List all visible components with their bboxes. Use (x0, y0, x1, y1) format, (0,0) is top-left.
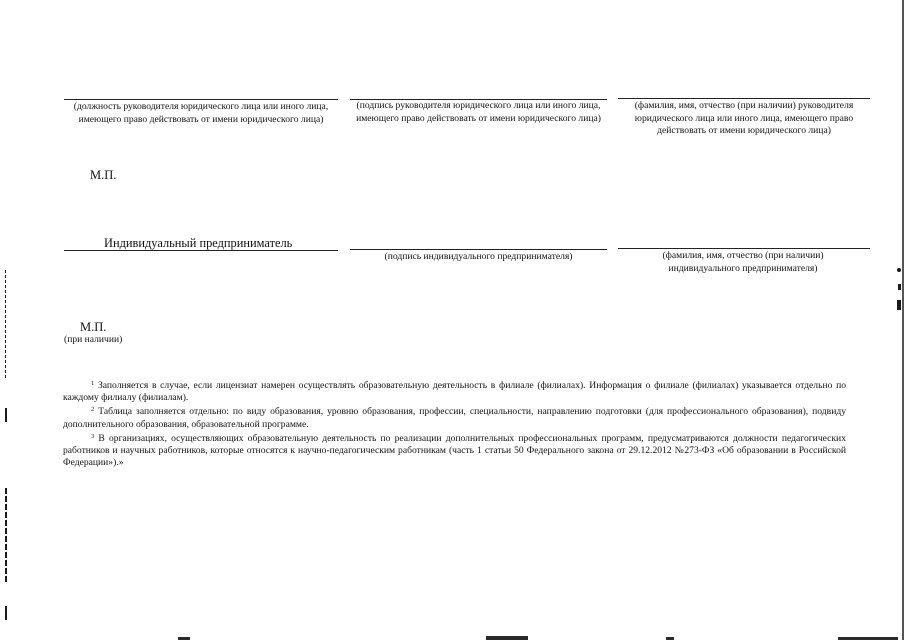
head-name-line (618, 98, 870, 99)
footnote-1-mark: 1 (91, 380, 95, 387)
ie-stamp-note: (при наличии) (64, 334, 123, 345)
footnote-2 (63, 404, 846, 430)
ie-signature-caption: (подпись индивидуального предпринимателя) (384, 251, 573, 262)
scan-margin-mark-small (5, 408, 7, 422)
scan-right-mark (897, 268, 901, 272)
footnote-2-text: Таблица заполняется отдельно: по виду образования, уровню образования, профессии, специальности, направлению подготовки (для профессионального образования), подвиду дополнительного образования, образовательной программе. (63, 406, 847, 430)
ie-name-caption: (фамилия, имя, отчество (при наличии) индивидуального предпринимателя) (662, 250, 824, 274)
footnote-2-mark: 2 (91, 406, 95, 414)
footnote-1 (63, 378, 846, 404)
footnote-3-text: В организациях, осуществляющих образовательную деятельность по реализации дополнительных профессиональных программ, предусматриваются должности педагогических работников и научных работников, которые относятся к научно-педагогическим работникам (часть 1 статьи 50 Федерального закона от 29.12.2012 №273-ФЗ «Об образовании в Российской Федерации»).» (63, 432, 846, 469)
head-name-caption: (фамилия, имя, отчество (при наличии) руководителя юридического лица или иного лица, имеющего право действовать от имени юридического лица) (634, 100, 854, 136)
footnote-3-mark: 3 (91, 432, 95, 440)
footnote-1-text: Заполняется в случае, если лицензиат намерен осуществлять образовательную деятельность в филиале (филиалах). Информация о филиале (филиалах) указывается отдельно по каждому филиалу (филиалам). (63, 380, 846, 404)
ie-name-line (618, 248, 870, 249)
position-signature-line (64, 99, 338, 100)
scan-margin-mark-top (5, 270, 6, 380)
ie-stamp-label: М.П. (80, 320, 107, 334)
scan-right-mark-3 (897, 300, 901, 310)
ie-signature-line (350, 249, 607, 250)
legal-stamp-label: М.П. (90, 168, 117, 182)
scan-margin-mark-corner (5, 606, 7, 620)
footnotes (63, 378, 846, 469)
footnote-3 (63, 431, 846, 470)
position-caption: (должность руководителя юридического лица или иного лица, имеющего право действовать от имени юридического лица) (73, 101, 329, 125)
scan-margin-mark-bottom (5, 488, 7, 583)
head-signature-caption: (подпись руководителя юридического лица или иного лица, имеющего право действовать от имени юридического лица) (356, 100, 601, 124)
next-page-edge-2 (486, 636, 528, 640)
individual-entrepreneur-title: Индивидуальный предприниматель (104, 236, 293, 250)
ie-title-line (64, 250, 338, 251)
scan-right-mark-2 (898, 284, 901, 290)
